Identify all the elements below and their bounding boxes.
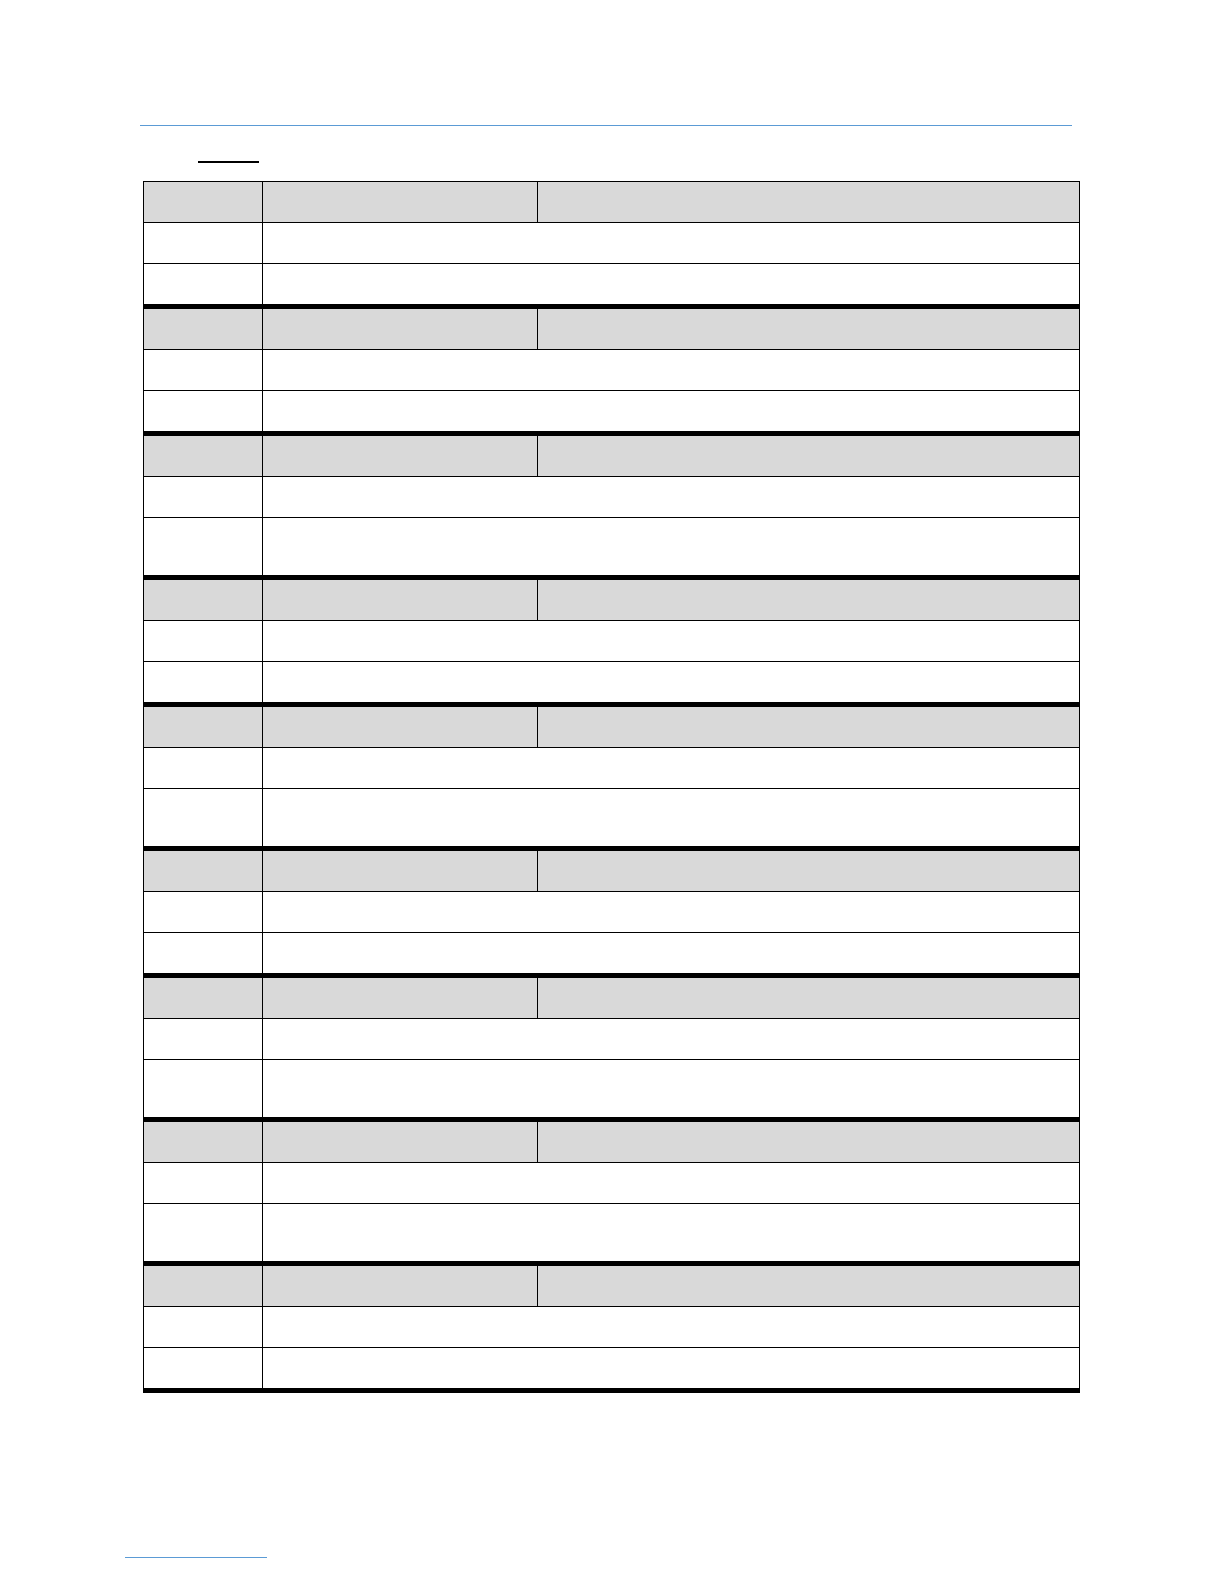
- record-detail-label: [144, 223, 263, 264]
- record-detail-label: [144, 518, 263, 578]
- record-header-row: [144, 1264, 1080, 1307]
- record-detail-label: [144, 264, 263, 307]
- record-detail-value: [263, 1307, 1080, 1348]
- record-detail-value: [263, 789, 1080, 849]
- record-detail-label: [144, 1060, 263, 1120]
- record-detail-value: [263, 621, 1080, 662]
- record-header-cell-col2: [263, 434, 538, 477]
- record-header-row: [144, 578, 1080, 621]
- record-detail-row: [144, 518, 1080, 578]
- section-heading: [198, 141, 259, 163]
- record-header-cell-col1: [144, 307, 263, 350]
- record-header-cell-col1: [144, 849, 263, 892]
- record-detail-row: [144, 264, 1080, 307]
- record-detail-label: [144, 892, 263, 933]
- record-header-cell-col1: [144, 578, 263, 621]
- record-header-row: [144, 1120, 1080, 1163]
- record-detail-value: [263, 748, 1080, 789]
- record-detail-value: [263, 1204, 1080, 1264]
- record-detail-value: [263, 223, 1080, 264]
- records-table-body: [144, 182, 1080, 1391]
- record-detail-value: [263, 518, 1080, 578]
- record-detail-label: [144, 789, 263, 849]
- record-detail-row: [144, 662, 1080, 705]
- record-header-cell-col2: [263, 307, 538, 350]
- record-detail-row: [144, 892, 1080, 933]
- record-detail-label: [144, 662, 263, 705]
- record-header-cell-col3: [538, 307, 1080, 350]
- record-detail-label: [144, 350, 263, 391]
- record-detail-label: [144, 477, 263, 518]
- record-detail-label: [144, 1307, 263, 1348]
- record-detail-label: [144, 621, 263, 662]
- record-detail-value: [263, 1163, 1080, 1204]
- record-detail-value: [263, 264, 1080, 307]
- record-detail-row: [144, 391, 1080, 434]
- record-header-cell-col1: [144, 1264, 263, 1307]
- record-header-cell-col2: [263, 705, 538, 748]
- record-detail-label: [144, 1163, 263, 1204]
- record-header-cell-col1: [144, 705, 263, 748]
- record-detail-label: [144, 1019, 263, 1060]
- record-detail-value: [263, 1060, 1080, 1120]
- record-header-row: [144, 307, 1080, 350]
- record-header-cell-col3: [538, 976, 1080, 1019]
- record-detail-row: [144, 1348, 1080, 1391]
- record-detail-value: [263, 391, 1080, 434]
- record-detail-value: [263, 477, 1080, 518]
- records-table: [143, 181, 1080, 1393]
- record-header-cell-col2: [263, 578, 538, 621]
- record-header-cell-col2: [263, 182, 538, 223]
- record-detail-value: [263, 892, 1080, 933]
- record-detail-row: [144, 1204, 1080, 1264]
- record-detail-row: [144, 477, 1080, 518]
- record-detail-row: [144, 1060, 1080, 1120]
- record-detail-row: [144, 621, 1080, 662]
- record-detail-label: [144, 1348, 263, 1391]
- record-header-cell-col3: [538, 578, 1080, 621]
- record-detail-value: [263, 933, 1080, 976]
- record-header-cell-col1: [144, 434, 263, 477]
- record-header-cell-col2: [263, 1264, 538, 1307]
- footnote-rule: [125, 1557, 267, 1558]
- record-detail-label: [144, 933, 263, 976]
- record-header-row: [144, 182, 1080, 223]
- record-header-cell-col3: [538, 705, 1080, 748]
- record-detail-row: [144, 1019, 1080, 1060]
- record-detail-label: [144, 748, 263, 789]
- record-header-cell-col1: [144, 976, 263, 1019]
- record-detail-row: [144, 748, 1080, 789]
- header-rule: [140, 125, 1072, 126]
- record-detail-row: [144, 789, 1080, 849]
- record-detail-row: [144, 933, 1080, 976]
- record-header-row: [144, 976, 1080, 1019]
- record-detail-value: [263, 1348, 1080, 1391]
- record-detail-value: [263, 350, 1080, 391]
- record-detail-value: [263, 1019, 1080, 1060]
- record-header-cell-col2: [263, 976, 538, 1019]
- record-header-cell-col3: [538, 1264, 1080, 1307]
- record-header-row: [144, 705, 1080, 748]
- record-header-cell-col3: [538, 182, 1080, 223]
- record-header-row: [144, 434, 1080, 477]
- record-header-row: [144, 849, 1080, 892]
- record-detail-row: [144, 1163, 1080, 1204]
- record-header-cell-col3: [538, 849, 1080, 892]
- record-header-cell-col3: [538, 1120, 1080, 1163]
- record-detail-row: [144, 350, 1080, 391]
- record-header-cell-col3: [538, 434, 1080, 477]
- record-header-cell-col1: [144, 182, 263, 223]
- record-detail-row: [144, 1307, 1080, 1348]
- record-detail-value: [263, 662, 1080, 705]
- record-detail-row: [144, 223, 1080, 264]
- record-header-cell-col2: [263, 849, 538, 892]
- record-detail-label: [144, 391, 263, 434]
- record-header-cell-col2: [263, 1120, 538, 1163]
- record-header-cell-col1: [144, 1120, 263, 1163]
- record-detail-label: [144, 1204, 263, 1264]
